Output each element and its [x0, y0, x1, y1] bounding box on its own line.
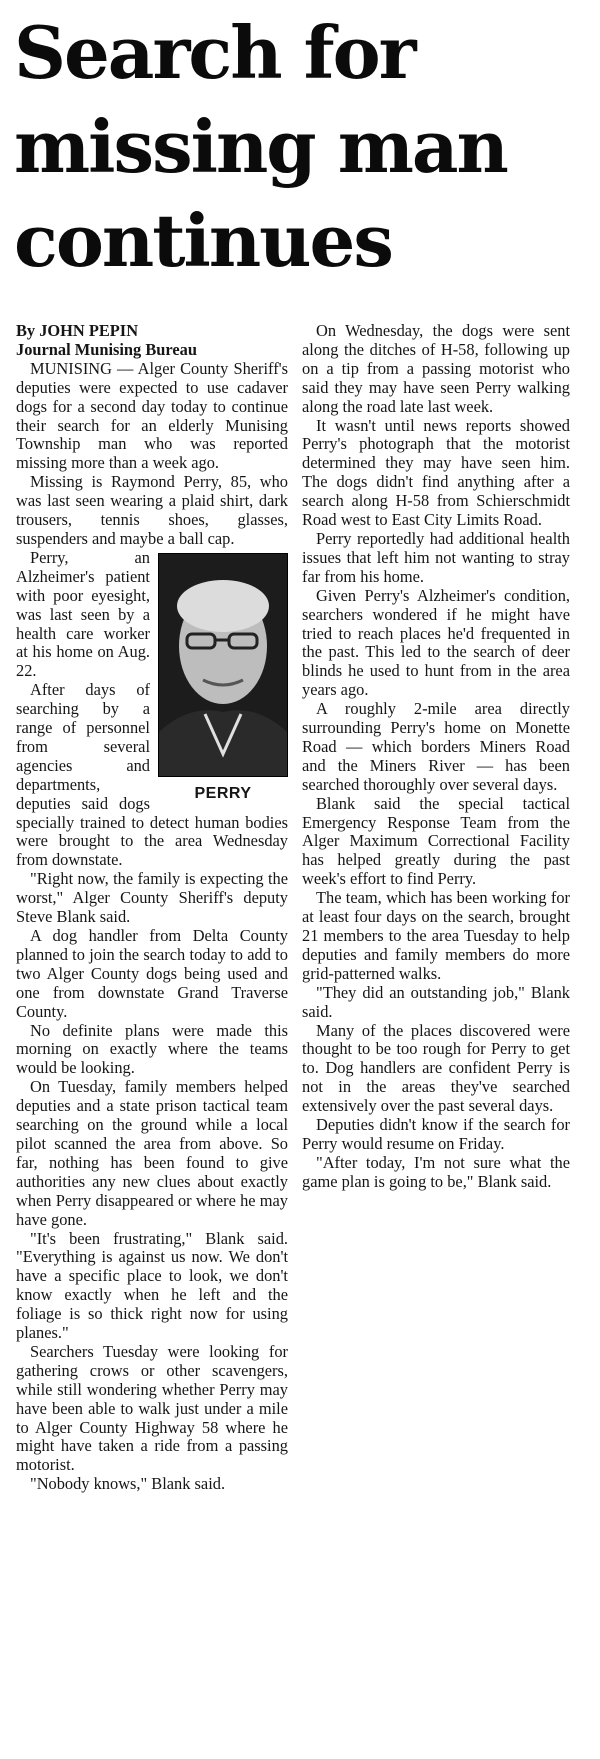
- paragraph: "Right now, the family is expecting the worst," Alger County Sheriff's deputy Steve Blank said.: [16, 869, 288, 927]
- paragraph: On Tuesday, family members helped deputies and a state prison tactical team searching on the ground while a local pilot scanned the area from above. So far, nothing has been found to give authorities any new clues about exactly when Perry disappeared or where he may have gone.: [16, 1077, 288, 1229]
- photo-block: [158, 553, 288, 804]
- headline: [14, 6, 574, 288]
- headline-line-1: Search for: [14, 10, 415, 95]
- headline-line-3: continues: [14, 198, 392, 283]
- paragraph: "It's been frustrating," Blank said. "Everything is against us now. We don't have a specific place to look, we don't know exactly when he left and the foliage is so thick right now for using planes.": [16, 1228, 288, 1343]
- paragraph: Many of the places discovered were thought to be too rough for Perry to get to. Dog handlers are confident Perry is not in the areas they've searched extensively over the past several days.: [302, 1020, 570, 1116]
- paragraph: Blank said the special tactical Emergency Response Team from the Alger Maximum Correctional Facility has helped greatly during the past week's effort to find Perry.: [302, 793, 570, 889]
- photo-caption: PERRY: [194, 784, 252, 802]
- paragraph: "After today, I'm not sure what the game plan is going to be," Blank said.: [302, 1152, 570, 1191]
- portrait-photo: [158, 553, 288, 777]
- byline-author: By JOHN PEPIN: [16, 321, 139, 340]
- paragraph: "They did an outstanding job," Blank said.: [302, 982, 570, 1021]
- portrait-photo-image: [159, 554, 287, 776]
- paragraph: Deputies didn't know if the search for Perry would resume on Friday.: [302, 1115, 570, 1153]
- byline: [16, 322, 288, 360]
- paragraph: Searchers Tuesday were looking for gathering crows or other scavengers, while still wondering whether Perry may have been able to walk just under a mile to Alger County Highway 58 where he might have taken a ride from a passing motorist.: [16, 1341, 288, 1475]
- paragraph: Perry, an Alzheimer's patient with poor eyesight, was last seen by a health care worker at his home on Aug. 22.: [16, 547, 150, 681]
- paragraph: Missing is Raymond Perry, 85, who was last seen wearing a plaid shirt, dark trousers, tennis shoes, glasses, suspenders and maybe a ball cap.: [16, 472, 288, 548]
- byline-bureau: Journal Munising Bureau: [16, 339, 197, 359]
- paragraph: Perry reportedly had additional health issues that left him not wanting to stray far from his home.: [302, 528, 570, 586]
- paragraph: It wasn't until news reports showed Perry's photograph that the motorist determined they may have seen him. The dogs didn't find anything after a search along H-58 from Schierschmidt Road west to East City Limits Road.: [302, 415, 570, 530]
- paragraph: Given Perry's Alzheimer's condition, searchers wondered if he might have tried to reach places he'd frequented in the past. This led to the search of deer blinds he used to hunt from in the area years ago.: [302, 585, 570, 700]
- article-column-right: [302, 322, 570, 1192]
- article-column-left: [16, 322, 288, 1494]
- paragraph: "Nobody knows," Blank said.: [30, 1474, 226, 1494]
- paragraph: MUNISING — Alger County Sheriff's deputies were expected to use cadaver dogs for a second day today to continue their search for an elderly Munising Township man who was reported missing more than a week ago.: [16, 358, 288, 473]
- paragraph: A dog handler from Delta County planned to join the search today to add to two Alger County dogs being used and one from downstate Grand Traverse County.: [16, 926, 288, 1021]
- paragraph: No definite plans were made this morning on exactly where the teams would be looking.: [16, 1020, 288, 1078]
- paragraph: On Wednesday, the dogs were sent along the ditches of H-58, following up on a tip from a passing motorist who said they may have seen Perry walking along the road late last week.: [302, 321, 570, 416]
- headline-line-2: missing man: [14, 104, 507, 189]
- paragraph: After days of searching by a range of personnel from several agencies and departments, deputies said dogs specially trained to detect human bodies were brought to the area Wednesday from downstate.: [16, 680, 288, 870]
- paragraph: A roughly 2-mile area directly surrounding Perry's home on Monette Road — which borders Miners Road and the Miners River — has been searched thoroughly over several days.: [302, 699, 570, 794]
- paragraph: The team, which has been working for at least four days on the search, brought 21 members to the area Tuesday to help deputies and family members do more grid-patterned walks.: [302, 888, 570, 983]
